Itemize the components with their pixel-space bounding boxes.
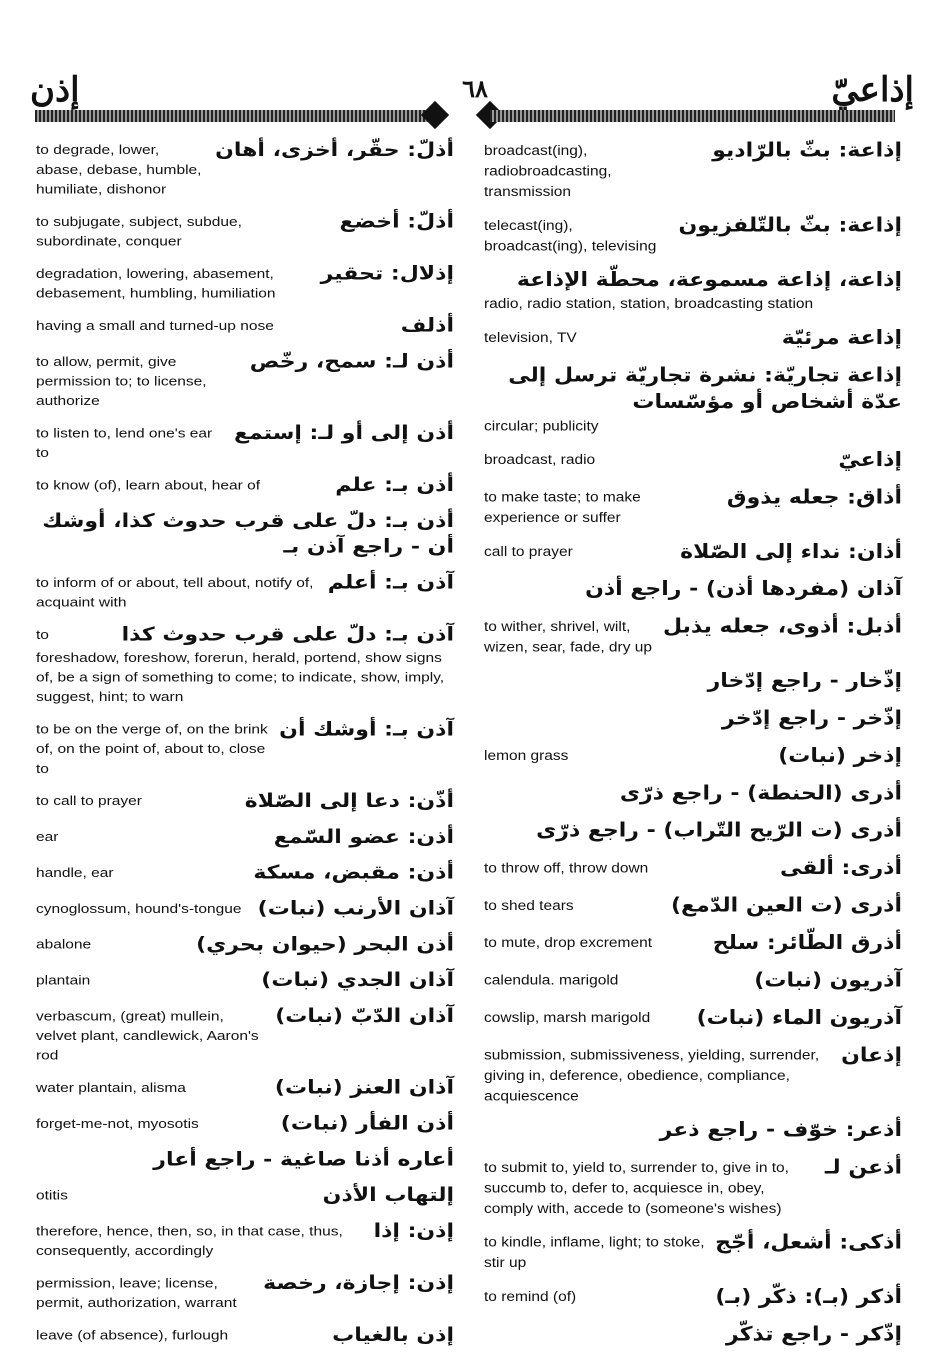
english-definition: circular; publicity — [484, 418, 599, 434]
arabic-headword: آذن بـ: دلّ على قرب حدوث كذا — [121, 624, 454, 646]
right-running-headword: إذاعيّ — [831, 70, 914, 110]
english-definition: to shed tears — [484, 898, 574, 914]
dictionary-entry — [484, 138, 902, 202]
arabic-headword: آذان الدّبّ (نبات) — [275, 1005, 454, 1028]
dictionary-entry — [484, 893, 902, 920]
dictionary-entry — [484, 706, 902, 733]
dictionary-entry — [484, 1284, 902, 1311]
dictionary-entry — [36, 897, 454, 923]
arabic-headword: آذان الأرنب (نبات) — [257, 898, 454, 920]
english-definition: to wither, shrivel, wilt, wizen, sear, fade, dry up — [484, 619, 653, 655]
english-definition: broadcast(ing), radiobroadcasting, transmission — [484, 143, 612, 200]
english-definition: leave (of absence), furlough — [36, 1328, 229, 1343]
english-definition: to remind (of) — [484, 1289, 577, 1305]
arabic-headword: آذريون (نبات) — [754, 969, 902, 992]
arabic-headword: إذّكر - راجع تذكّر — [726, 1323, 902, 1346]
dictionary-entry — [36, 1183, 454, 1209]
dictionary-entry — [36, 1323, 454, 1349]
english-definition: telecast(ing), broadcast(ing), televising — [484, 218, 657, 254]
arabic-headword: إذاعة، إذاعة مسموعة، محطّة الإذاعة — [516, 269, 902, 292]
arabic-headword: آذن بـ: أوشك أن — [279, 719, 454, 741]
arabic-headword: أذان: نداء إلى الصّلاة — [680, 540, 902, 564]
dictionary-entry — [36, 1112, 454, 1138]
arabic-headword: أذن إلى أو لـ: إستمع — [233, 422, 454, 445]
english-definition: plantain — [36, 973, 91, 988]
dictionary-entry — [484, 1322, 902, 1349]
arabic-headword: إذلال: تحقير — [320, 263, 454, 285]
english-definition: to throw off, throw down — [484, 860, 649, 876]
english-definition: to degrade, lower, abase, debase, humble, humiliate, dishonor — [36, 143, 202, 197]
english-definition: to subjugate, subject, subdue, subordinate, conquer — [36, 214, 242, 249]
arabic-headword: أذاق: جعله يذوق — [726, 486, 902, 509]
english-definition: television, TV — [484, 330, 577, 346]
arabic-headword: أذن بـ: دلّ على قرب حدوث كذا، أوشك أن - راجع آذن بـ — [42, 510, 454, 558]
english-definition: to submit to, yield to, surrender to, give in to, succumb to, defer to, acquiesce in, obey, comply with, accede to (someone's wishes) — [484, 1160, 789, 1217]
dictionary-entry — [36, 509, 454, 560]
dictionary-entry — [484, 485, 902, 529]
dictionary-entry — [36, 1147, 454, 1173]
arabic-headword: أذرى (الحنطة) - راجع ذرّى — [619, 782, 902, 805]
english-definition: verbascum, (great) mullein, velvet plant, candlewick, Aaron's rod — [36, 1009, 259, 1063]
dictionary-entry — [36, 1076, 454, 1102]
english-definition: to be on the verge of, on the brink of, on the point of, about to, close to — [36, 722, 268, 777]
dictionary-entry — [36, 138, 454, 199]
dictionary-entry — [484, 818, 902, 845]
arabic-headword: أذن بـ: علم — [335, 475, 454, 497]
dictionary-entry — [36, 262, 454, 304]
right-column — [484, 138, 902, 1359]
dictionary-entry — [36, 1219, 454, 1261]
arabic-headword: إذن: إذا — [373, 1220, 454, 1243]
arabic-headword: أذعر: خوّف - راجع ذعر — [659, 1119, 902, 1142]
dictionary-entry — [484, 930, 902, 957]
english-definition: handle, ear — [36, 865, 114, 881]
arabic-headword: إذاعيّ — [838, 449, 902, 472]
left-running-headword: إذن — [30, 70, 80, 110]
english-definition: broadcast, radio — [484, 452, 596, 468]
dictionary-entry — [484, 743, 902, 770]
arabic-headword: آذان الجدي (نبات) — [261, 969, 454, 992]
arabic-headword: أذّن: دعا إلى الصّلاة — [244, 790, 454, 813]
english-definition: abalone — [36, 937, 92, 952]
arabic-headword: أذبل: أذوى، جعله يذبل — [663, 615, 902, 638]
dictionary-entry — [36, 210, 454, 252]
english-definition: to allow, permit, give permission to; to license, authorize — [36, 354, 207, 409]
arabic-headword: إذاعة: بثّ بالرّاديو — [712, 139, 902, 163]
dictionary-entry — [484, 539, 902, 566]
arabic-headword: أذكر (بـ): ذكّر (بـ) — [715, 1285, 902, 1309]
page-number: ٦٨ — [462, 74, 488, 103]
arabic-headword: إذاعة مرئيّة — [781, 326, 902, 350]
dictionary-entry — [484, 668, 902, 695]
english-definition: to know (of), learn about, hear of — [36, 478, 261, 493]
dictionary-entry — [36, 623, 454, 707]
dictionary-entry — [36, 932, 454, 958]
english-definition: to listen to, lend one's ear to — [36, 426, 213, 461]
english-definition: ear — [36, 829, 59, 845]
dictionary-entry — [36, 314, 454, 340]
arabic-headword: أذكى: أشعل، أجّج — [715, 1231, 902, 1254]
dictionary-entry — [36, 421, 454, 463]
arabic-headword: أذن البحر (حيوان بحري) — [196, 934, 454, 956]
rule-diamond-left — [421, 101, 449, 129]
arabic-headword: إذّخر - راجع إدّخر — [722, 707, 902, 730]
arabic-headword: أذن: عضو السّمع — [273, 826, 454, 848]
english-definition: radio, radio station, station, broadcasting station — [484, 296, 814, 312]
dictionary-entry — [484, 1230, 902, 1274]
dictionary-entry — [484, 1155, 902, 1219]
page-header — [0, 0, 944, 130]
arabic-headword: أذن لـ: سمح، رخّص — [249, 351, 454, 373]
arabic-headword: إذّخار - راجع إدّخار — [707, 670, 902, 693]
arabic-headword: إذاعة تجاريّة: نشرة تجاريّة ترسل إلى عدّة أشخاص أو مؤسّسات — [508, 364, 902, 414]
english-definition: degradation, lowering, abasement, debasement, humbling, humiliation — [36, 266, 276, 301]
arabic-headword: أذلف — [400, 315, 454, 337]
dictionary-entry — [484, 447, 902, 474]
english-definition: permission, leave; license, permit, authorization, warrant — [36, 1276, 237, 1311]
arabic-headword: آذن بـ: أعلم — [327, 572, 454, 594]
arabic-headword: أعاره أذنا صاغية - راجع أعار — [153, 1149, 454, 1171]
dictionary-entry — [484, 1043, 902, 1107]
english-definition: call to prayer — [484, 544, 573, 560]
left-column — [36, 138, 454, 1359]
dictionary-entry — [36, 825, 454, 851]
english-definition: calendula. marigold — [484, 973, 619, 989]
english-definition: cynoglossum, hound's-tongue — [36, 901, 242, 917]
english-definition: having a small and turned-up nose — [36, 318, 274, 334]
dictionary-entry — [36, 968, 454, 994]
arabic-headword: أذعن لـ — [824, 1156, 902, 1179]
arabic-headword: آذان (مفردها أذن) - راجع أذن — [585, 578, 902, 601]
english-definition: otitis — [36, 1188, 68, 1203]
english-definition: to mute, drop excrement — [484, 935, 652, 951]
dictionary-entry — [484, 781, 902, 808]
dictionary-entry — [484, 855, 902, 882]
arabic-headword: آذريون الماء (نبات) — [696, 1006, 902, 1030]
arabic-headword: أذرى (ت العين الدّمع) — [670, 894, 902, 917]
english-definition: lemon grass — [484, 748, 569, 764]
arabic-headword: أذرى (ت الرّيح التّراب) - راجع ذرّى — [536, 819, 902, 843]
arabic-headword: إذن بالغياب — [332, 1324, 454, 1347]
dictionary-entry — [36, 1004, 454, 1065]
dictionary-entry — [484, 968, 902, 995]
dictionary-entry — [484, 1005, 902, 1032]
arabic-headword: إلتهاب الأذن — [322, 1184, 454, 1207]
english-definition: to inform of or about, tell about, notify of, acquaint with — [36, 575, 314, 610]
arabic-headword: أذن الفأر (نبات) — [280, 1113, 454, 1135]
english-definition: forget-me-not, myosotis — [36, 1116, 199, 1132]
arabic-headword: أذلّ: أخضع — [339, 211, 454, 233]
english-definition: to make taste; to make experience or suffer — [484, 490, 641, 526]
english-definition: water plantain, alisma — [36, 1080, 186, 1096]
arabic-headword: أذلّ: حقّر، أخزى، أهان — [215, 139, 454, 162]
dictionary-entry — [36, 789, 454, 815]
arabic-headword: إذاعة: بثّ بالتّلفزيون — [678, 214, 902, 237]
dictionary-entry — [36, 717, 454, 778]
english-definition: submission, submissiveness, yielding, surrender, giving in, deference, obedience, compliance, acquiescence — [484, 1047, 820, 1105]
arabic-headword: آذان العنز (نبات) — [274, 1077, 454, 1099]
dictionary-entry — [36, 473, 454, 499]
arabic-headword: أذرق الطّائر: سلح — [712, 932, 902, 955]
arabic-headword: إذخر (نبات) — [778, 744, 902, 768]
dictionary-entry — [36, 861, 454, 887]
header-rule-left — [35, 110, 430, 122]
dictionary-entry — [484, 267, 902, 314]
dictionary-entry — [484, 614, 902, 658]
english-definition: therefore, hence, then, so, in that case, thus, consequently, accordingly — [36, 1224, 343, 1259]
dictionary-entry — [36, 1271, 454, 1313]
english-definition: to call to prayer — [36, 794, 142, 809]
arabic-headword: أذن: مقبض، مسكة — [253, 862, 454, 884]
dictionary-entry — [36, 571, 454, 613]
dictionary-entry — [484, 363, 902, 437]
arabic-headword: إذن: إجازة، رخصة — [263, 1272, 454, 1295]
english-definition: to foreshadow, foreshow, forerun, herald, portend, show signs of, be a sign of something to come; to indicate, show, imply, suggest, hint; to warn — [36, 627, 445, 705]
arabic-headword: إذعان — [841, 1044, 902, 1067]
dictionary-entry — [36, 350, 454, 411]
header-rule-right — [490, 110, 895, 122]
english-definition: cowslip, marsh marigold — [484, 1010, 651, 1026]
english-definition: to kindle, inflame, light; to stoke, stir up — [484, 1235, 705, 1271]
dictionary-entry — [484, 1117, 902, 1144]
dictionary-entry — [484, 325, 902, 352]
arabic-headword: أذرى: ألقى — [779, 857, 902, 880]
dictionary-entry — [484, 576, 902, 603]
dictionary-entry — [484, 213, 902, 257]
